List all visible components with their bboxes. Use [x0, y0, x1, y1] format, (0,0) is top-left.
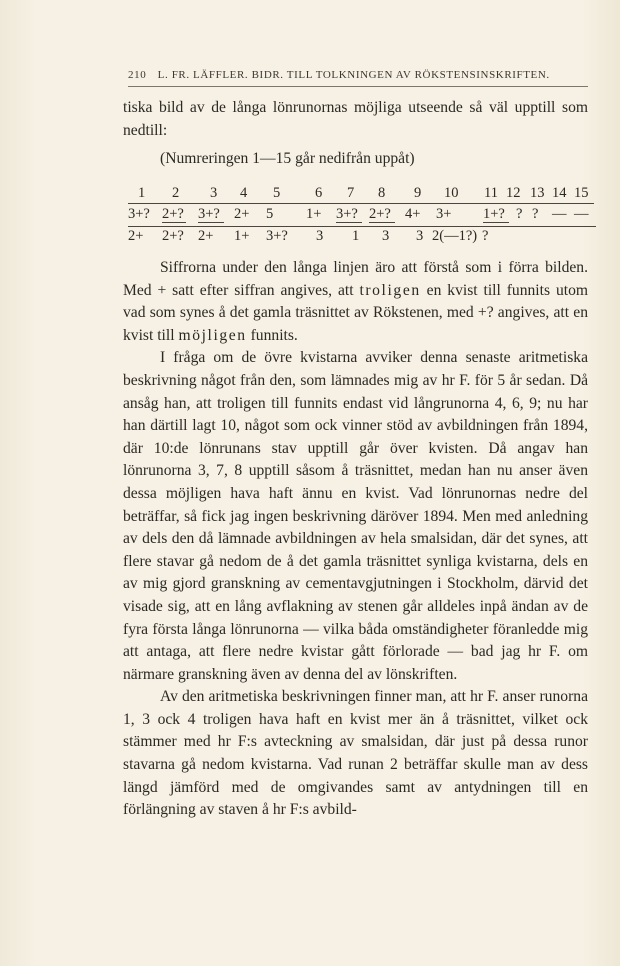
page-number: 210 [128, 69, 147, 81]
long-rule [128, 226, 596, 227]
number-9: 9 [414, 185, 422, 201]
running-head [128, 69, 586, 81]
number-12: 12 [506, 185, 521, 201]
paragraph-1-part-c: en kvist till funnits utom vad som synes å det gamla träsnittet av Rökstenen, med +? angives, att en kvist till [123, 281, 588, 344]
upper-9: 4+ [405, 206, 421, 222]
number-3: 3 [210, 185, 218, 201]
upper-14: — [552, 206, 567, 222]
upper-7: 3+? [336, 206, 358, 222]
paragraph-1-part-a: Siffrorna under den långa linjen äro att förstå som i förra bilden. Med + satt efter siffran angives, att [123, 259, 588, 299]
number-11: 11 [484, 185, 498, 201]
number-8: 8 [378, 185, 386, 201]
upper-mark-2 [162, 222, 186, 223]
upper-mark-3 [198, 222, 224, 223]
upper-15: — [574, 206, 589, 222]
emphasis-troligen: troligen [359, 281, 421, 299]
lower-5: 3+? [266, 228, 288, 244]
number-1: 1 [138, 185, 146, 201]
upper-1: 3+? [128, 206, 150, 222]
upper-8: 2+? [369, 206, 391, 222]
number-4: 4 [240, 185, 248, 201]
number-2: 2 [172, 185, 180, 201]
numbering-caption: (Numreringen 1—15 går nedifrån uppåt) [160, 150, 415, 167]
paragraph-3: Av den aritmetiska beskrivningen finner man, att hr F. anser runorna 1, 3 ock 4 troligen hava haft en kvist mer än å träsnittet, vilket ock stämmer med hr F:s avteckning av smalsidan, där just på dessa runor stavarna gå nedom kvistarna. Vad runan 2 beträffar skulle man av dess längd jämförd med de omgivandes samt av antydningen till en förlängning av staven å hr F:s avbild- [123, 688, 588, 819]
running-title: L. FR. LÄFFLER. BIDR. TILL TOLKNINGEN AV RÖKSTENSINSKRIFTEN. [157, 69, 550, 81]
number-6: 6 [315, 185, 323, 201]
lower-6: 3 [316, 228, 324, 244]
number-10: 10 [444, 185, 459, 201]
lower-8: 3 [382, 228, 390, 244]
lower-9: 3 [416, 228, 424, 244]
intro-text: tiska bild av de långa lönrunornas möjliga utseende så väl upptill som nedtill: [123, 99, 588, 139]
upper-mark-7 [336, 222, 362, 223]
header-rule [128, 86, 588, 87]
top-rule [128, 203, 594, 204]
upper-12: ? [516, 206, 523, 222]
upper-10: 3+ [436, 206, 452, 222]
lower-1: 2+ [128, 228, 144, 244]
number-7: 7 [347, 185, 355, 201]
paragraph-1-part-e: funnits. [246, 326, 298, 344]
emphasis-mojligen: möjligen [178, 326, 247, 344]
lower-4: 1+ [234, 228, 250, 244]
paragraph-1 [123, 257, 588, 347]
number-13: 13 [530, 185, 545, 201]
lower-10: 2(—1?) [432, 228, 478, 244]
upper-6: 1+ [306, 206, 322, 222]
upper-5: 5 [266, 206, 274, 222]
upper-mark-8 [369, 222, 395, 223]
intro-paragraph [123, 97, 588, 142]
paragraph-2: I fråga om de övre kvistarna avviker denna senaste aritmetiska beskrivning något från den, som lämnades mig av hr F. för 5 år sedan. Då ansåg han, att troligen till funnits endast vid långrunorna 4, 6, 9; nu har han därtill lagt 10, något som ock vinner stöd av avbildningen från 1894, där 10:de lönrunans stav upptill går över kvisten. Då angav han lönrunorna 3, 7, 8 upptill såsom å träsnittet, medan han nu anser även dessa möjligen hava haft ännu en kvist. Vad lönrunornas nedre del beträffar, så fick jag ingen beskrivning däröver 1894. Men med anledning av dels den då lämnade avbildningen av hela smalsidan, där det synes, att flere stavar gå nedom de å det gamla träsnittet synliga kvistarna, dels en av mig gjord granskning av cementavgjutningen i Stockholm, därvid det visade sig, att en lång avflakning av stenen går alldeles inpå ändan av de fyra första långa lönrunorna — vilka båda omständigheter föranledde mig att antaga, att flere nedre kvistar gått förlorade — bad jag hr F. om närmare granskning även av denna del av lönskriften. [123, 349, 588, 683]
lonrune-table [126, 185, 596, 260]
upper-13: ? [532, 206, 539, 222]
lower-11: ? [482, 228, 489, 244]
upper-mark-11 [483, 222, 509, 223]
body-text [123, 257, 588, 822]
upper-11: 1+? [483, 206, 505, 222]
number-14: 14 [552, 185, 567, 201]
upper-3: 3+? [198, 206, 220, 222]
number-15: 15 [574, 185, 589, 201]
lower-3: 2+ [198, 228, 214, 244]
lower-2: 2+? [162, 228, 184, 244]
upper-2: 2+? [162, 206, 184, 222]
number-5: 5 [273, 185, 281, 201]
lower-7: 1 [352, 228, 360, 244]
upper-4: 2+ [234, 206, 250, 222]
